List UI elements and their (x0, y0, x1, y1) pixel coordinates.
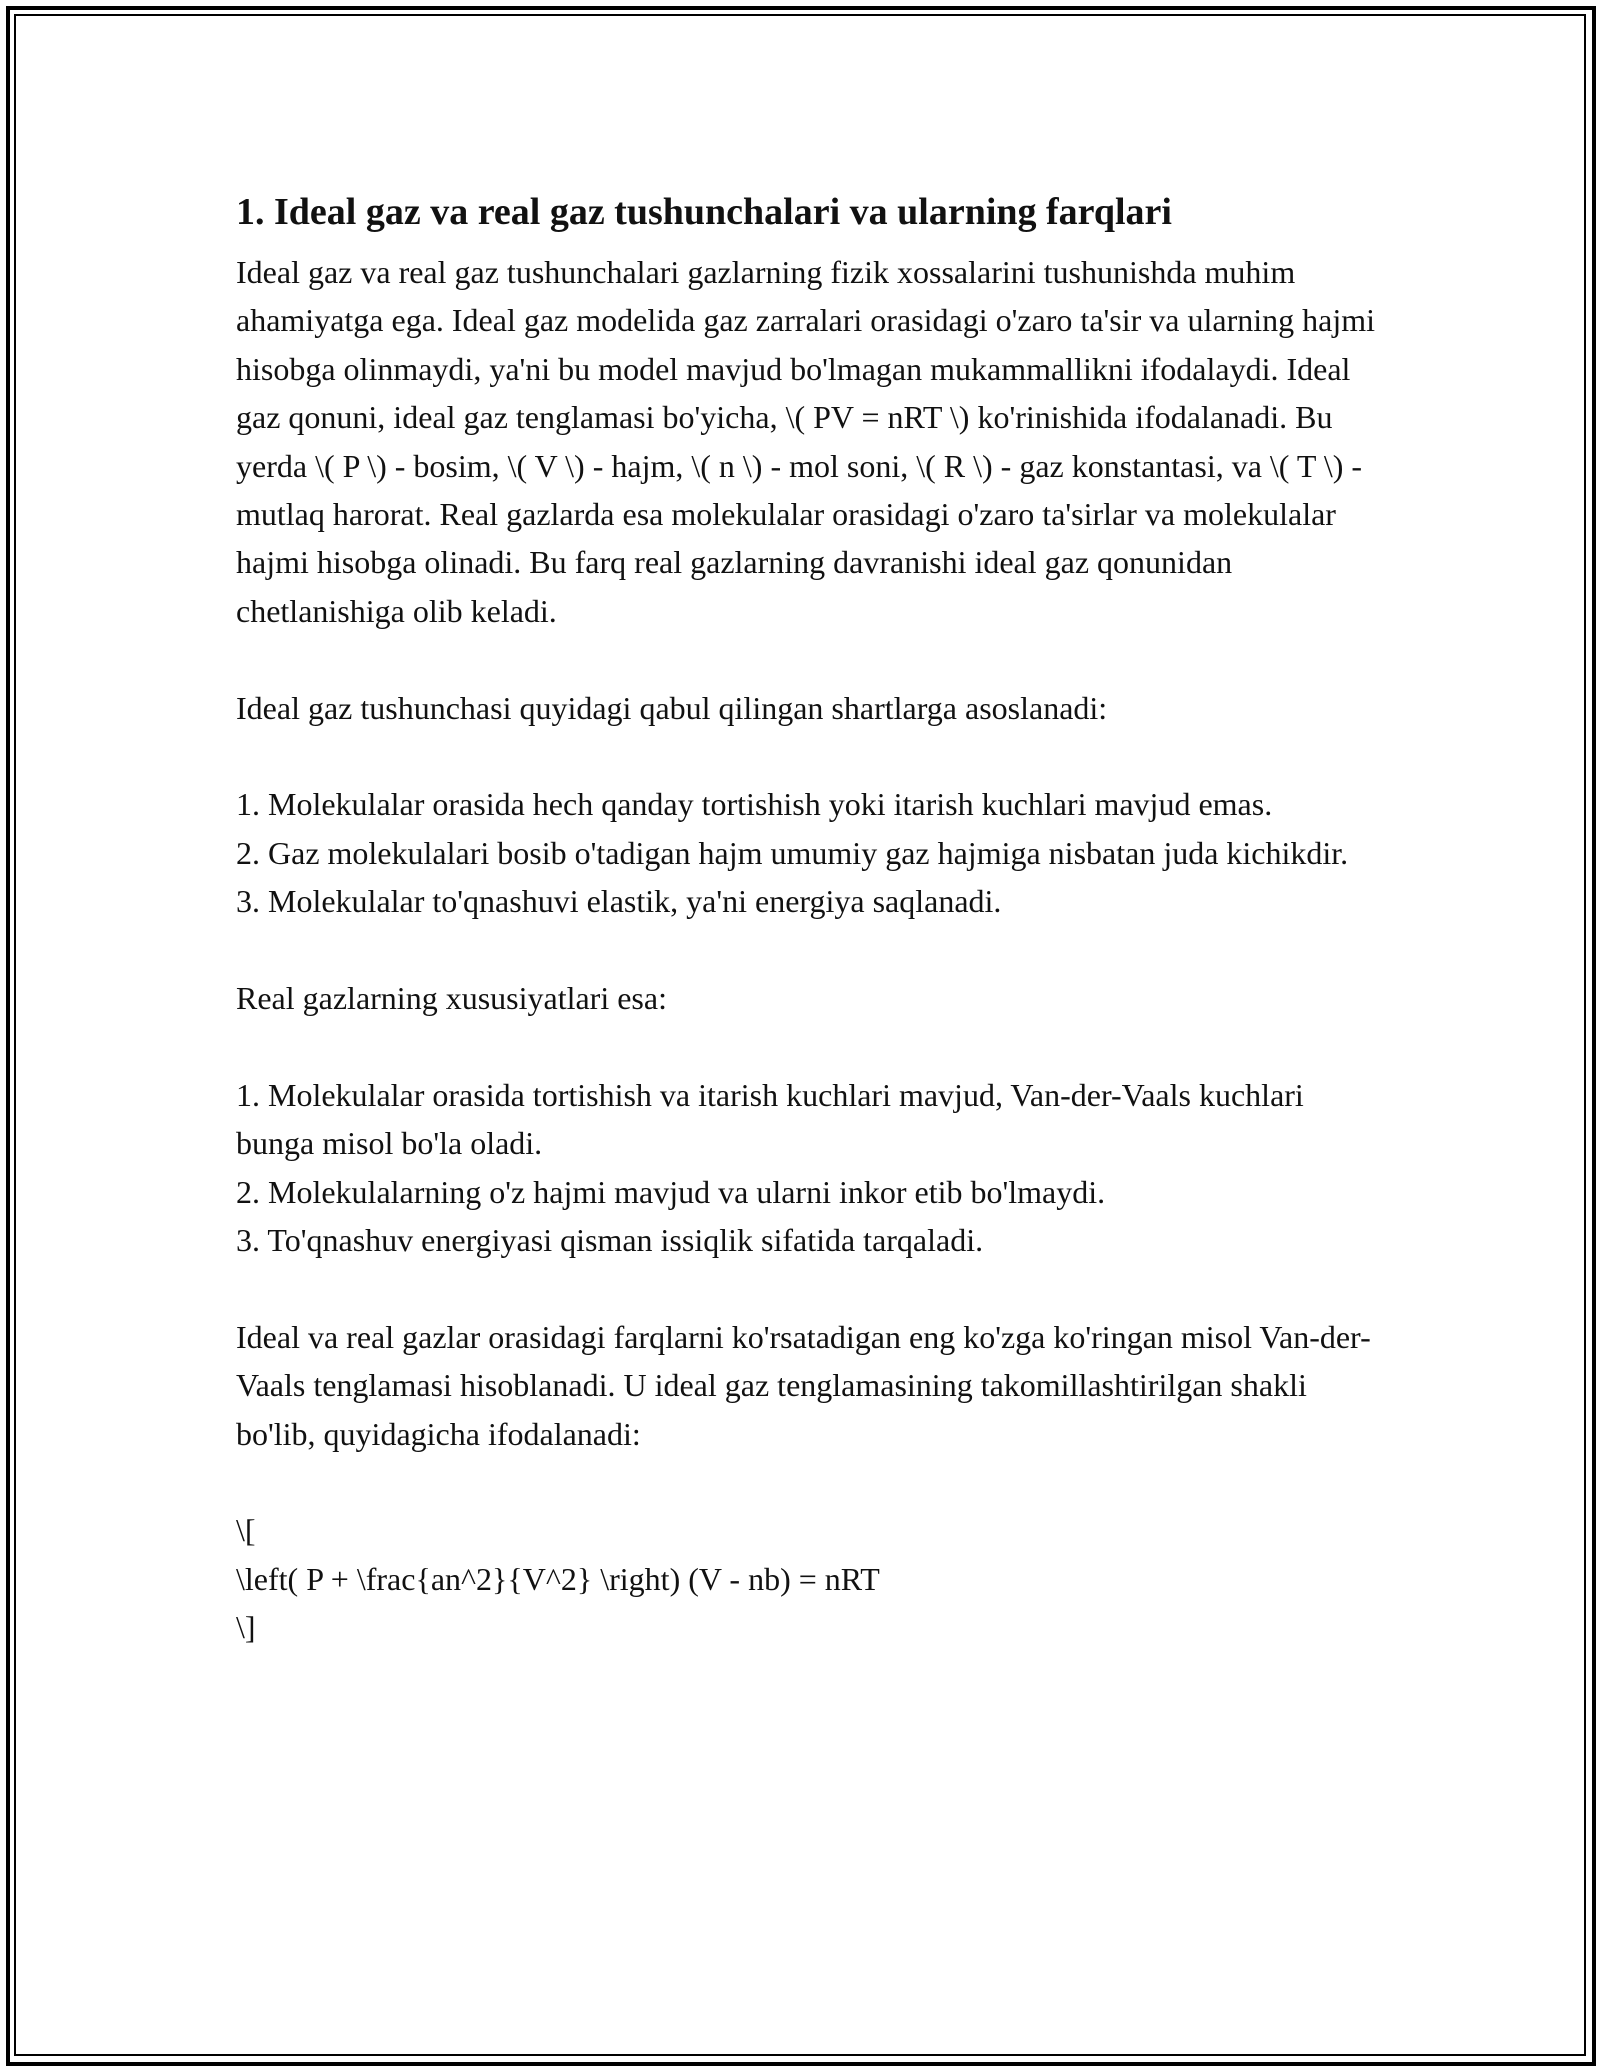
intro-paragraph: Ideal gaz va real gaz tushunchalari gazlarning fizik xossalarini tushunishda muhim ahamiyatga ega. Ideal gaz modelida gaz zarralari orasidagi o'zaro ta'sir va ularning hajmi hisobga olinmaydi, ya'ni bu model mavjud bo'lmagan mukammallikni ifodalaydi. Ideal gaz qonuni, ideal gaz tenglamasi bo'yicha, \( PV = nRT \) ko'rinishida ifodalanadi. Bu yerda \( P \) - bosim, \( V \) - hajm, \( n \) - mol soni, \( R \) - gaz konstantasi, va \( T \) - mutlaq harorat. Real gazlarda esa molekulalar orasidagi o'zaro ta'sirlar va molekulalar hajmi hisobga olinadi. Bu farq real gazlarning davranishi ideal gaz qonunidan chetlanishiga olib keladi. (236, 254, 1375, 629)
paragraph-spacer (236, 732, 1376, 780)
paragraph-spacer (236, 1458, 1376, 1506)
equation-line: \] (236, 1609, 256, 1646)
list-item: 2. Gaz molekulalari bosib o'tadigan hajm umumiy gaz hajmiga nisbatan juda kichikdir. (236, 834, 1349, 871)
list-item: 1. Molekulalar orasida hech qanday tortishish yoki itarish kuchlari mavjud emas. (236, 786, 1273, 823)
list-item: 3. Molekulalar to'qnashuvi elastik, ya'ni energiya saqlanadi. (236, 883, 1002, 920)
equation-line: \[ (236, 1512, 256, 1549)
real-intro-paragraph: Real gazlarning xususiyatlari esa: (236, 980, 667, 1017)
list-item: 2. Molekulalarning o'z hajmi mavjud va ularni inkor etib bo'lmaydi. (236, 1173, 1106, 1210)
list-item: 1. Molekulalar orasida tortishish va itarish kuchlari mavjud, Van-der-Vaals kuchlari bunga misol bo'la oladi. (236, 1076, 1304, 1162)
document-body (236, 188, 1376, 1652)
paragraph-spacer (236, 1264, 1376, 1312)
list-item: 3. To'qnashuv energiyasi qisman issiqlik sifatida tarqaladi. (236, 1222, 984, 1259)
paragraph-spacer (236, 635, 1376, 683)
ideal-conditions-list (236, 780, 1376, 925)
paragraph-spacer (236, 1022, 1376, 1070)
real-properties-list (236, 1071, 1376, 1265)
section-heading: 1. Ideal gaz va real gaz tushunchalari va ularning farqlari (236, 191, 1172, 233)
vdw-paragraph: Ideal va real gazlar orasidagi farqlarni ko'rsatadigan eng ko'zga ko'ringan misol Van-der-Vaals tenglamasi hisoblanadi. U ideal gaz tenglamasining takomillashtirilgan shakli bo'lib, quyidagicha ifodalanadi: (236, 1318, 1371, 1452)
paragraph-spacer (236, 926, 1376, 974)
equation-block (236, 1506, 1376, 1651)
equation-line: \left( P + \frac{an^2}{V^2} \right) (V - nb) = nRT (236, 1560, 880, 1597)
ideal-intro-paragraph: Ideal gaz tushunchasi quyidagi qabul qilingan shartlarga asoslanadi: (236, 689, 1108, 726)
